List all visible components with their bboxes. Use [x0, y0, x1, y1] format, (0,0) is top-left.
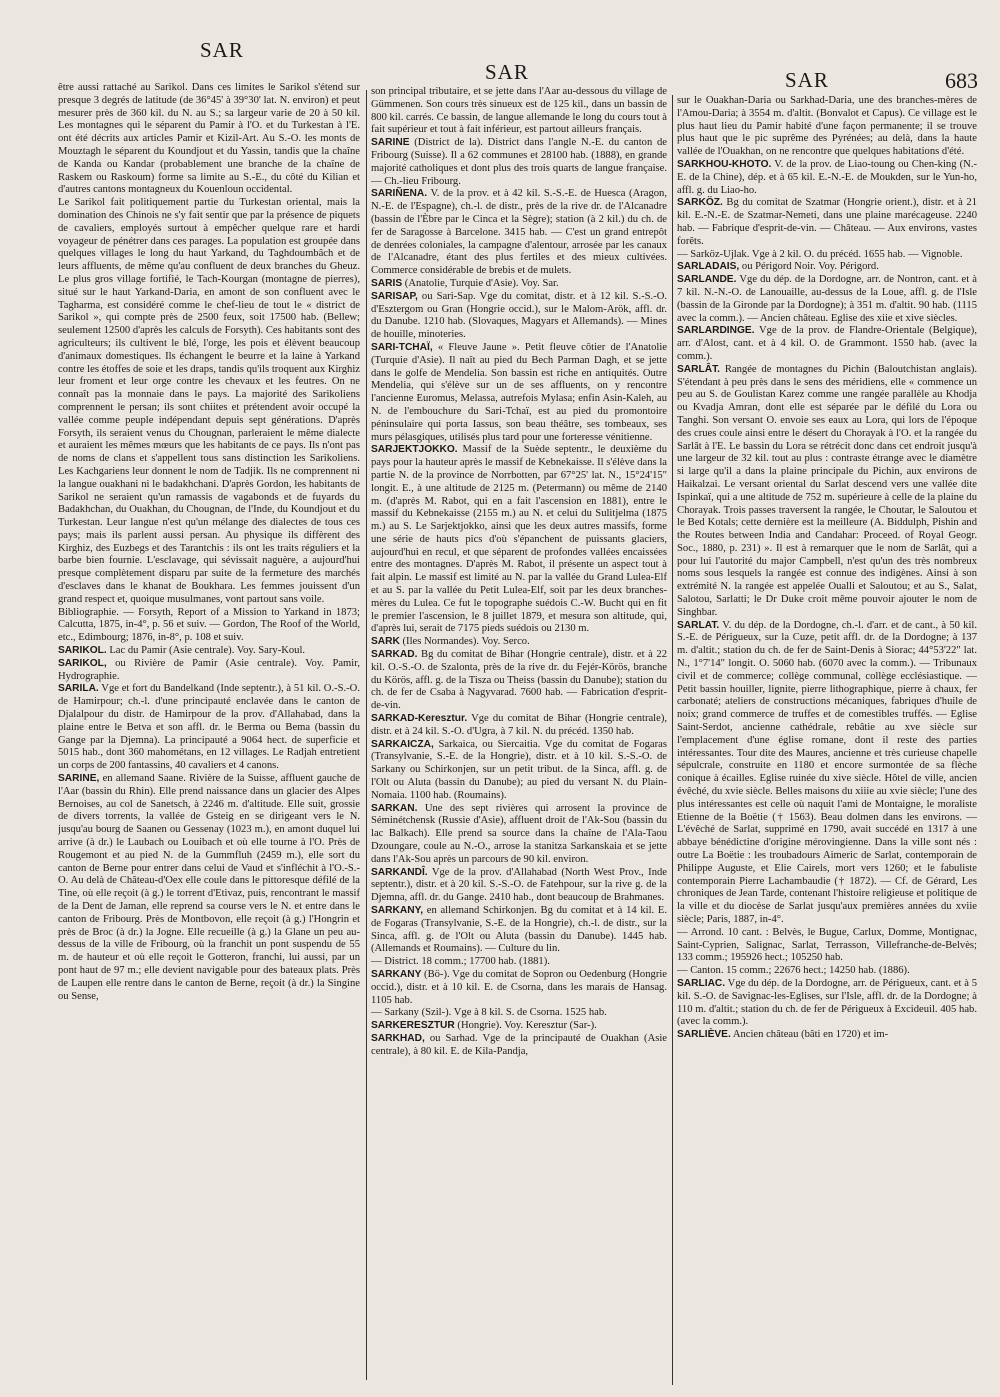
dictionary-entry: [677, 364, 977, 620]
entry-text: V. de la prov. et à 42 kil. S.-S.-E. de Huesca (Aragon, N.-E. de l'Espagne), ch.-l. de distr., près de la rive dr. de l'Alcanadre (bassin de l'Èbre par le Cinca et la Sègre); station (à 2 kil.) du ch. de fer de Saragosse à Barcelone. 3415 hab. — C'est un grand entrepôt de denrées coloniales, la campagne d'alentour, arrosée par les canaux de l'Alcanadre, étant des plus fertiles et des mieux cultivées. Commerce considérable de brebis et de mulets.: [371, 188, 667, 277]
entry-headword: SARLANDE.: [677, 274, 737, 286]
entry-text: Ancien château (bâti en 1720) et im-: [730, 1029, 889, 1041]
entry-headword: SARKANDÎ.: [371, 866, 428, 878]
dictionary-entry: [58, 658, 360, 684]
entry-headword: SARLAT.: [677, 619, 720, 631]
running-head-left: SAR: [200, 38, 244, 62]
dictionary-entry: [371, 188, 667, 278]
dictionary-entry: [58, 645, 360, 658]
entry-headword: SARKERESZTUR: [371, 1020, 455, 1032]
entry-headword: SARI-TCHAÏ,: [371, 341, 433, 353]
dictionary-entry: [677, 159, 977, 197]
entry-text: — Arrond. 10 cant. : Belvès, le Bugue, Carlux, Domme, Montignac, Saint-Cyprien, Salignac, Sarlat, Terrasson, Villefranche-de-Belvès; 133 comm.; 195926 hect.; 105250 hab.: [677, 926, 977, 964]
dictionary-entry: [58, 607, 360, 645]
entry-text: Rangée de montagnes du Pichin (Baloutchistan anglais). S'étendant à peu près dans le sens des méridiens, elle « commence un peu au S. de Goulistan Karez comme une rangée parallèle au Khodja ou Kvadja Amran, dont elle est séparée par le défilé du Lora ou Tanghi. Son versant O. envoie ses eaux au Lora, qui lors de l'époque des crues coule ainsi entre le désert du Chorayak à l'O. et la rangée du Sarlât à l'E. Le bassin du Lora se rétrécit donc dans cet endroit jusqu'à une largeur de 32 kil. tout au plus : contraste étrange avec le diamètre si large qu'il a dans la plaine principale du Pichin, aux environs de Haikalzai. Le versant oriental du Sarlat descend vers une vallée dite Ispinkaï, qui a une altitude de 752 m. supérieure à celle de la plaine du Chorayak. Trois passes traversent la rangée, le Choutar, le Saloutou et le Bed Kotals; cette dernière est la meilleure (A. Biddulph, Pishin and the Routes between India and Candahar: Proceed. of Royal Geogr. Soc., 1880, p. 231) ». Il est à remarquer que le nom de Sarlât, qui a pour lui l'autorité du major Campbell, n'est qu'un des très nombreux noms sous lesquels la rangée est connue des indigènes. Ainsi à son extrémité N. la rangée est appelée Oualli et Saloutou; et au S., Salat, Salotou, Sarlatti; le Dr Duke croit même pouvoir ajouter le nom de Singhbar.: [677, 363, 977, 618]
dictionary-entry: [371, 86, 667, 137]
dictionary-entry: [371, 713, 667, 739]
entry-text: (Iles Normandes). Voy. Serco.: [399, 636, 530, 648]
entry-headword: SARKAD.: [371, 649, 418, 661]
entry-text: Une des sept rivières qui arrosent la province de Séminétchensk (Russie d'Asie), affluent droit de l'Ak-Sou (bassin du lac Balkach). Elle prend sa source dans la chaîne de l'Ala-Taou Dzoungare, coule au N.-O., arrose la stanitza Sarkanskaia et se jette dans l'Ak-Sou après un parcours de 90 kil. environ.: [371, 802, 667, 865]
entry-headword: SARIKOL,: [58, 657, 107, 669]
dictionary-entry: [371, 342, 667, 444]
entry-text: Bg du comitat de Szatmar (Hongrie orient.), distr. et à 21 kil. E.-N.-E. de Szatmar-Nemeti, dans une plaine marécageuse. 2240 hab. — Fabrique d'esprit-de-vin. — Château. — Aux environs, vastes forêts.: [677, 197, 977, 247]
dictionary-entry: [58, 773, 360, 1003]
column-rule-1: [366, 90, 367, 1380]
entry-headword: SARKAICZA,: [371, 738, 434, 750]
dictionary-entry: [371, 1007, 667, 1020]
dictionary-entry: [677, 261, 977, 274]
entry-text: (Hongrie). Voy. Keresztur (Sar-).: [454, 1020, 597, 1032]
dictionary-entry: [371, 636, 667, 649]
dictionary-entry: [677, 620, 977, 927]
entry-text: sur le Ouakhan-Daria ou Sarkhad-Daria, une des branches-mères de l'Amou-Daria; à 3554 m. d'altit. (Bonvalot et Capus). Ce village est le plus haut lieu du Pamir habité d'une façon permanente; il se trouve plus haut que le pic suprême des Pyrénées; au delà, dans la haute vallée de l'Ouakhan, on ne rencontre que quelques habitations d'été.: [677, 95, 977, 158]
entry-text: V. du dép. de la Dordogne, ch.-l. d'arr. et de cant., à 50 kil. S.-E. de Périgueux, sur la Cuze, petit affl. dr. de la Dordogne; à 137 m. d'altit.; station du ch. de fer de Saint-Denis à Siorac; 44°53'22" lat. N., 1°7'14" longit. O. 5060 hab. (6070 avec la comm.). — Tribunaux civil et de commerce; collège communal, collège ecclésiastique. — Petit bassin houiller, lignite, pierre lithographique, pierre à chaux, fer carbonaté; ateliers de constructions mécaniques, fabriques d'huile de noix; grand commerce de truffes et de comestibles truffés. — Eglise Saint-Serdot, ancienne cathédrale, rebâtie au xve siècle sur l'emplacement d'une église romane, dont il reste des parties intéressantes. Tour dite des Maures, ancienne et très curieuse chapelle sépulcrale, construite en 1180 et encore surmontée de sa flèche conique à écailles. Eglise ruinée du xive siècle. Hôtel de ville, ancien évêché, du xvie siècle. Belles maisons du xiiie au xvie siècle; l'une des plus intéressantes est celle où naquit l'ami de Montaigne, le moraliste Etienne de la Boëtie († 1563). Beau dolmen dans les environs. — L'évêché de Sarlat, supprimé en 1790, avait succédé en 1317 à une abbaye bénédictine d'origine mérovingienne. Dans la ville sont nés : outre La Boëtie : les troubadours Aimeric de Sarlat, contemporain de Philippe Auguste, et Elie Cairels, mort vers 1260; et le fabuliste contemporain Pierre Lachambaudie († 1872). — Cf. de Gérard, Les chroniques de Jean Tarde, contenant l'histoire religieuse et politique de la ville et du diocèse de Sarlat jusqu'aux premières années du xviie siècle; Paris, 1887, in-4°.: [677, 619, 977, 925]
dictionary-entry: [371, 969, 667, 1007]
dictionary-entry: [677, 1029, 977, 1042]
entry-headword: SARJEKTJOKKO.: [371, 444, 458, 456]
entry-headword: SARLADAIS,: [677, 261, 740, 273]
entry-text: (District de la). District dans l'angle N.-E. du canton de Fribourg (Suisse). Il a 62 communes et 28100 hab. (1888), en grande majorité catholiques et dont plus des trois quarts de langue française. — Ch.-lieu Fribourg.: [371, 137, 667, 187]
entry-text: Vge du comitat de Bihar (Hongrie centrale), distr. et à 24 kil. S.-O. d'Ugra, à 7 kil. N. du précéd. 1350 hab.: [371, 713, 667, 737]
dictionary-entry: [371, 291, 667, 342]
entry-text: ou Rivière de Pamir (Asie centrale). Voy. Pamir, Hydrographie.: [58, 657, 360, 682]
dictionary-entry: [371, 1020, 667, 1033]
entry-headword: SARKÖZ.: [677, 197, 723, 209]
entry-headword: SARLARDINGE.: [677, 325, 755, 337]
dictionary-entry: [371, 867, 667, 905]
entry-headword: SARIÑENA.: [371, 188, 428, 200]
entry-headword: SARINE: [371, 137, 410, 149]
entry-text: ou Sarhad. Vge de la principauté de Ouakhan (Asie centrale), à 80 kil. E. de Kila-Pandja,: [371, 1032, 667, 1057]
entry-text: — Sarköz-Ujlak. Vge à 2 kil. O. du précéd. 1655 hab. — Vignoble.: [677, 248, 963, 260]
entry-text: Vge de la prov. de Flandre-Orientale (Belgique), arr. d'Alost, cant. et à 4 kil. O. de Grammont. 1550 hab. (avec la comm.).: [677, 325, 977, 362]
entry-text: Vge du dép. de la Dordogne, arr. de Nontron, cant. et à 7 kil. N.-N.-O. de Lanouaille, au-dessus de la Loue, affl. g. de l'Isle (bassin de la Gironde par la Dordogne); à 351 m. d'altit. 90 hab. (1115 avec la comm.). — Ancien château. Eglise des xiie et xive siècles.: [677, 274, 977, 324]
dictionary-entry: [371, 1033, 667, 1059]
entry-text: en allemand Schirkonjen. Bg du comitat et à 14 kil. E. de Fogaras (Transylvanie, S.-E. de la Hongrie), ch.-l. de distr., sur la Sinca, affl. g. de l'Olt ou Aluta (bassin du Danube). 1445 hab. (Allemands et Roumains). — Culture du lin.: [371, 905, 667, 955]
entry-text: ou Sari-Sap. Vge du comitat, distr. et à 12 kil. S.-S.-O. d'Esztergom ou Gran (Hongrie occid.), sur le Malom-Arök, affl. dr. du Danube. 1210 hab. (Slovaques, Magyars et Allemands). — Mines de houille, minoteries.: [371, 290, 667, 341]
entry-headword: SARKHOU-KHOTO.: [677, 158, 772, 170]
dictionary-entry: [371, 956, 667, 969]
entry-headword: SARKAN.: [371, 802, 418, 814]
entry-text: Vge de la prov. d'Allahabad (North West Prov., Inde septentr.), distr. et à 20 kil. S.-S.-O. de Fatehpour, sur la rive g. de la Djemna, affl. dr. du Gange. 2410 hab., dont beaucoup de Brahmanes.: [371, 866, 667, 904]
entry-headword: SARKANY: [371, 968, 422, 980]
entry-text: Le Sarikol fait politiquement partie du Turkestan oriental, mais la domination des Chinois ne s'y fait sentir que par la présence de piquets de cavaliers, employés surtout à empêcher quelque rare et hardi voyageur de pénétrer dans ces parages. La population est groupée dans quelques villages le long du haut Yarkand, du Taghdoumbâch et de leurs affluents, de même qu'au confluent de deux branches du Gheuz. Le plus gros village fortifié, le Tach-Kourgan (montagne de pierres), situé sur le haut Yarkand-Daria, en amont de son confluent avec le Tagharma, est considéré comme le chef-lieu de tout le « district de Sarikol », qui compte près de 2500 feux, soit 17500 hab. (Bellew; seulement 12500 d'après les calculs de Forsyth). Ces habitants sont des agriculteurs; ils cultivent le blé, l'orge, les pois et élèvent beaucoup d'animaux domestiques. Ils échangent le beurre et la laine à Yarkand contre les étoffes de soie et les draps, tandis qu'ils troquent aux Kirghiz leur froment et leur orge contre les chevaux et les feutres. On ne connaît pas la monnaie dans le pays. La majorité des Sarikoliens comprennent le persan; ils sont chiites et prétendent avoir occupé la vallée comme peuple indépendant depuis sept générations. D'après Forsyth, ils seraient venus du Chougnan, parleraient le même dialecte et auraient les mêmes mœurs que les habitants de ce pays. Ils n'ont pas de noms de clans et s'appellent tous sans distinction les Sarikoliens. Les Kachgariens leur donnent le nom de Tadjik. Ils ne comprennent ni la langue ouakhani ni le badakhchani. D'après Gordon, les habitants de Sarikol ne seraient qu'un ramassis de vagabonds et de fuyards du Badakhchan, du Ouakhan, du Chougnan, de l'Inde, du Koundjout et du Turkestan. Leur langue n'est qu'un mélange des dialectes de tous ces pays; mais ils parlent aussi persan. Au physique ils diffèrent des Kirghiz, des Euzbegs et des Tarantchis : ils ont les traits réguliers et la barbe bien fournie. L'esclavage, qui sévissait naguère, a aujourd'hui presque complètement disparu par suite de la fermeture des marchés d'esclaves dans le khanat de Boukhara. Les femmes jouissent d'un grand respect et, quoique musulmanes, vont partout sans voile.: [58, 197, 360, 605]
entry-text: ou Périgord Noir. Voy. Périgord.: [739, 261, 879, 273]
entry-text: Bibliographie. — Forsyth, Report of a Mission to Yarkand in 1873; Calcutta, 1875, in-4°, p. 56 et suiv. — Gordon, The Roof of the World, etc., Edimbourg; 1876, in-8°, p. 108 et suiv.: [58, 606, 360, 644]
dictionary-entry: [677, 197, 977, 248]
dictionary-entry: [677, 249, 977, 262]
dictionary-entry: [677, 95, 977, 159]
dictionary-entry: [371, 905, 667, 956]
entry-text: Vge du dép. de la Dordogne, arr. de Périgueux, cant. et à 5 kil. S.-O. de Savignac-les-Eglises, sur l'Isle, affl. dr. de la Dordogne; à 110 m. d'altit.; station du ch. de fer de Périgueux à Excideuil. 405 hab. (avec la comm.).: [677, 977, 977, 1028]
entry-text: V. de la prov. de Liao-toung ou Chen-king (N.-E. de la Chine), dép. et à 65 kil. E.-N.-E. de Moukden, sur le Yun-ho, affl. g. du Liao-ho.: [677, 158, 977, 196]
dictionary-entry: [58, 82, 360, 197]
entry-headword: SARISAP,: [371, 290, 418, 302]
entry-text: (Anatolie, Turquie d'Asie). Voy. Sar.: [402, 277, 559, 289]
entry-text: Massif de la Suède septentr., le deuxième du pays pour la hauteur après le massif de Kebnekaisse. Il s'élève dans la partie N. de la province de Norrbotten, par 67°25' lat. N., 15°24'15" longit. E., à une altitude de 2125 m. (Petermann) ou même de 2140 m. (d'après M. Rabot, qui en a fait l'ascension en 1881), entre le massif du Kebnekaisse (2155 m.) au N. et celui du Sulitjelma (1875 m.) au S. Le Sarjektjokko, ainsi que les deux autres massifs, forme une série de hauts pics d'où s'épanchent de puissants glaciers, aujourd'hui en recul, et que séparent de profondes vallées encaissées entre des montagnes. D'après M. Rabot, il présente un aspect tout à fait alpin. Le massif est limité au N. par la vallée du Grand Lulea-Elf et au S. par la vallée du Petit Lulea-Elf, soit par les deux branches-mères du Lulea. Ce fut le topographe suédois C.-W. Bucht qui en fit le premier l'ascension, le 8 juillet 1879, et mesura son altitude, qui, d'après lui, serait de 7175 pieds suédois ou 2130 m.: [371, 444, 667, 635]
entry-text: « Fleuve Jaune ». Petit fleuve côtier de l'Anatolie (Turquie d'Asie). Il naît au pied du Bech Parman Dagh, et se jette dans le golfe de Mendelia. Son bassin est riche en antiquités. Outre Mendelia, qui s'élève sur un de ses affluents, on y rencontre l'ancienne Euromus, Melassa, autrefois Mylasa; enfin Asin-Kaleh, au N. de l'embouchure du Sari-Tchaï, est au pied du promontoire péninsulaire qui porta Iassus, son beau théâtre, ses tombeaux, ses murs pélasgiques, utilisés plus tard pour une forteresse vénitienne.: [371, 341, 667, 443]
dictionary-entry: [677, 325, 977, 363]
entry-text: (Bö-). Vge du comitat de Sopron ou Oedenburg (Hongrie occid.), distr. et à 10 kil. E. de Csorna, dans les marais de Hansag. 1105 hab.: [371, 968, 667, 1006]
dictionary-entry: [677, 978, 977, 1029]
entry-headword: SARKHAD,: [371, 1032, 425, 1044]
entry-headword: SARKANY,: [371, 905, 424, 916]
entry-headword: SARIS: [371, 277, 403, 289]
entry-text: Sarkaica, ou Siercaitia. Vge du comitat de Fogaras (Transylvanie, S.-E. de la Hongrie), distr. et à 10 kil. S.-S.-O. de Sarkany ou Schirkonjen, sur un petit tribut. de la Sinca, affl. g. de l'Olt ou Aluta (bassin du Danube); au pied du versant N. du Plain-Nomaia. 1100 hab. (Roumains).: [371, 738, 667, 801]
entry-headword: SARINE,: [58, 773, 100, 785]
entry-text: Vge et fort du Bandelkand (Inde septentr.), à 51 kil. O.-S.-O. de Hamirpour; ch.-l. d'une principauté enclavée dans le canton de Djalalpour du distr. de Hamirpour de la prov. d'Allahabad, dans la plaine entre le Betva et son affl. dr. le Berma ou Bema (bassin du Gange par la Djemna). La principauté a 9064 hect. de superficie et 5015 hab., dont 360 mahométans, en 12 villages. Le Radjah entretient un corps de 200 fantassins, 40 cavaliers et 4 canons.: [58, 683, 360, 772]
running-head-center: SAR: [485, 60, 529, 84]
dictionary-entry: [58, 197, 360, 607]
text-column-3: [677, 95, 977, 1390]
entry-headword: SARKAD-Keresztur.: [371, 713, 468, 725]
dictionary-entry: [371, 649, 667, 713]
dictionary-entry: [371, 137, 667, 188]
entry-text: — Canton. 15 comm.; 22676 hect.; 14250 hab. (1886).: [677, 965, 910, 977]
entry-headword: SARILA.: [58, 683, 99, 695]
entry-headword: SARK: [371, 636, 400, 648]
dictionary-entry: [677, 274, 977, 325]
column-rule-2: [672, 95, 673, 1385]
running-head-right: SAR: [785, 68, 829, 92]
entry-text: être aussi rattaché au Sarikol. Dans ces limites le Sarikol s'étend sur presque 3 degrés de latitude (de 36°45' à 39°30' lat. N. environ) et peut mesurer près de 360 kil. du N. au S.; sa largeur varie de 20 à 50 kil. Les montagnes qui le séparent du Pamir à l'O. et du Turkestan à l'E. ont été décrits aux articles Pamir et Kizil-Art. Au S.-O. les monts de Mouztagh le séparent du Koundjout et du Yassin, tandis que la chaîne de Kanda ou Kandar (probablement une branche de la chaîne de Raskem ou Raskoum) forme sa limite au S.-E., du côté du Kilian et d'autres cantons montagneux du Kouenloun occidental.: [58, 82, 360, 196]
dictionary-entry: [677, 927, 977, 965]
entry-text: en allemand Saane. Rivière de la Suisse, affluent gauche de l'Aar (bassin du Rhin). Elle prend naissance dans un glacier des Alpes Bernoises, au col de Sanetsch, à 2246 m. d'altitude. Elle suit, grossie de divers torrents, la vallée de Gsteig en se dirigeant vers le N. jusqu'au bourg de Saanen ou Gessenay (1023 m.), en amont duquel lui arrive (à dr.) le Laubach ou Louibach et où elle tourne à l'O. Près de Rougemont et au pied N. de la Gummfluh (2459 m.), elle sort du canton de Berne pour entrer dans celui de Vaud et s'infléchit à l'O.-S.-O. Au delà de Château-d'Oex elle coule dans le pittoresque défilé de la Tine, où elle reçoit (à g.) le torrent d'Etivaz, puis, rencontrant le massif de la Dent de Jaman, elle reprend sa course vers le N. et entre dans le canton de Fribourg. Près de Montbovon, elle reçoit (à g.) l'Hongrin et près de Broc (à dr.) la Jogne. Elle recueille (à g.) la Glane un peu au-dessus de la ville de Fribourg, où la franchit un pont suspendu de 55 m. de hauteur et où elle reçoit le Gotteron, franchi, lui aussi, par un pont haut de 97 m.; elle devient navigable pour des bateaux plats. Près de Laupen elle rentre dans le canton de Berne, reçoit (à dr.) la Singine ou Sense,: [58, 773, 360, 1002]
dictionary-entry: [371, 803, 667, 867]
entry-headword: SARLÂT.: [677, 363, 721, 375]
entry-headword: SARIKOL.: [58, 645, 107, 657]
text-column-1: [58, 82, 360, 1382]
dictionary-entry: [371, 739, 667, 803]
text-column-2: [371, 86, 667, 1386]
entry-text: — District. 18 comm.; 17700 hab. (1881).: [371, 956, 550, 968]
dictionary-entry: [371, 444, 667, 636]
entry-headword: SARLIAC.: [677, 977, 726, 989]
dictionary-entry: [677, 965, 977, 978]
entry-headword: SARLIÈVE.: [677, 1029, 731, 1041]
entry-text: Lac du Pamir (Asie centrale). Voy. Sary-Koul.: [106, 645, 306, 657]
page-number: 683: [945, 68, 978, 93]
entry-text: — Sarkany (Szil-). Vge à 8 kil. S. de Csorna. 1525 hab.: [371, 1007, 607, 1019]
dictionary-entry: [371, 278, 667, 291]
entry-text: son principal tributaire, et se jette dans l'Aar au-dessous du village de Gümmenen. Son cours très sinueux est de 125 kil., dans un bassin de 800 kil. carrés. Ce bassin, de langue allemande le long du cours tout à fait supérieur et tout à fait inférieur, est partout ailleurs français.: [371, 86, 667, 136]
dictionary-entry: [58, 683, 360, 773]
entry-text: Bg du comitat de Bihar (Hongrie centrale), distr. et à 22 kil. O.-S.-O. de Szalonta, près de la rive dr. du Fejér-Körös, branche du Körös, affl. g. de la Tisza ou Theiss (bassin du Danube); station du ch. de fer de Csaba à Nagyvarad. 7600 hab. — Fabrication d'esprit-de-vin.: [371, 649, 667, 712]
